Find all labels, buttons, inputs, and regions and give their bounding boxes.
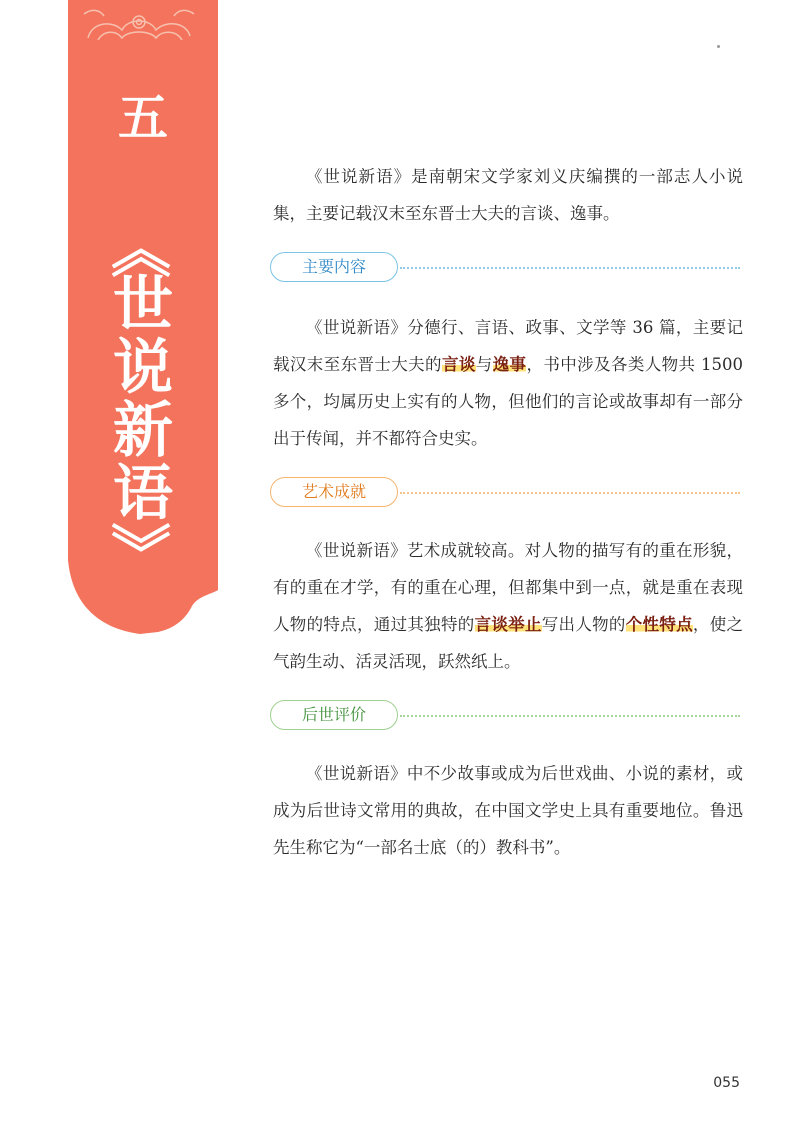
title-char-2: 说 bbox=[113, 333, 173, 403]
later-evaluation-paragraph: 《世说新语》中不少故事或成为后世戏曲、小说的素材，或成为后世诗文常用的典故，在中国文学史上具有重要地位。鲁迅先生称它为“一部名士底（的）教科书”。 bbox=[273, 764, 743, 857]
chapter-number: 五 bbox=[118, 89, 168, 147]
title-char-3: 新 bbox=[113, 396, 173, 466]
main-content-paragraph bbox=[273, 309, 743, 457]
highlight-keyword: 言谈举止 bbox=[474, 615, 542, 634]
chapter-title bbox=[68, 218, 218, 582]
text-span: 《世说新语》分德行、言语、政事、文学等 36 篇，主要记载汉末至东晋士大夫的 bbox=[273, 318, 743, 374]
dotted-divider bbox=[400, 267, 740, 269]
text-span: 《世说新语》艺术成就较高。对人物的描写有的重在形貌，有的重在才学，有的重在心理，但都集中到一点，就是重在表现人物的特点，通过其独特的 bbox=[273, 541, 743, 634]
text-span: ，书中涉及各类人物共 1500 多个，均属历史上实有的人物，但他们的言论或故事却有一部分出于传闻，并不都符合史实。 bbox=[273, 355, 744, 448]
dotted-divider bbox=[400, 492, 740, 494]
section-title: 主要内容 bbox=[270, 252, 398, 282]
title-close-bracket: 》 bbox=[103, 522, 173, 582]
intro-paragraph: 《世说新语》是南朝宋文学家刘义庆编撰的一部志人小说集，主要记载汉末至东晋士大夫的言谈、逸事。 bbox=[273, 167, 743, 223]
title-open-bracket: 《 bbox=[103, 218, 173, 278]
dotted-divider bbox=[400, 715, 740, 717]
page-number: 055 bbox=[713, 1075, 740, 1091]
section-header-artistic-achievement bbox=[270, 477, 740, 509]
highlight-keyword: 个性特点 bbox=[625, 615, 693, 634]
section-title: 后世评价 bbox=[270, 700, 398, 730]
section-title: 艺术成就 bbox=[270, 477, 398, 507]
highlight-keyword: 逸事 bbox=[492, 355, 527, 374]
corner-mark bbox=[717, 45, 720, 48]
text-span: 与 bbox=[475, 355, 493, 374]
chapter-banner bbox=[0, 0, 230, 640]
highlight-keyword: 言谈 bbox=[441, 355, 476, 374]
text-span: ，使之气韵生动、活灵活现，跃然纸上。 bbox=[273, 615, 744, 671]
section-header-main-content bbox=[270, 252, 740, 284]
text-span: 写出人物的 bbox=[541, 615, 626, 634]
artistic-achievement-paragraph bbox=[273, 532, 743, 680]
section-header-later-evaluation bbox=[270, 700, 740, 732]
title-char-1: 世 bbox=[113, 270, 173, 340]
title-char-4: 语 bbox=[113, 459, 173, 529]
